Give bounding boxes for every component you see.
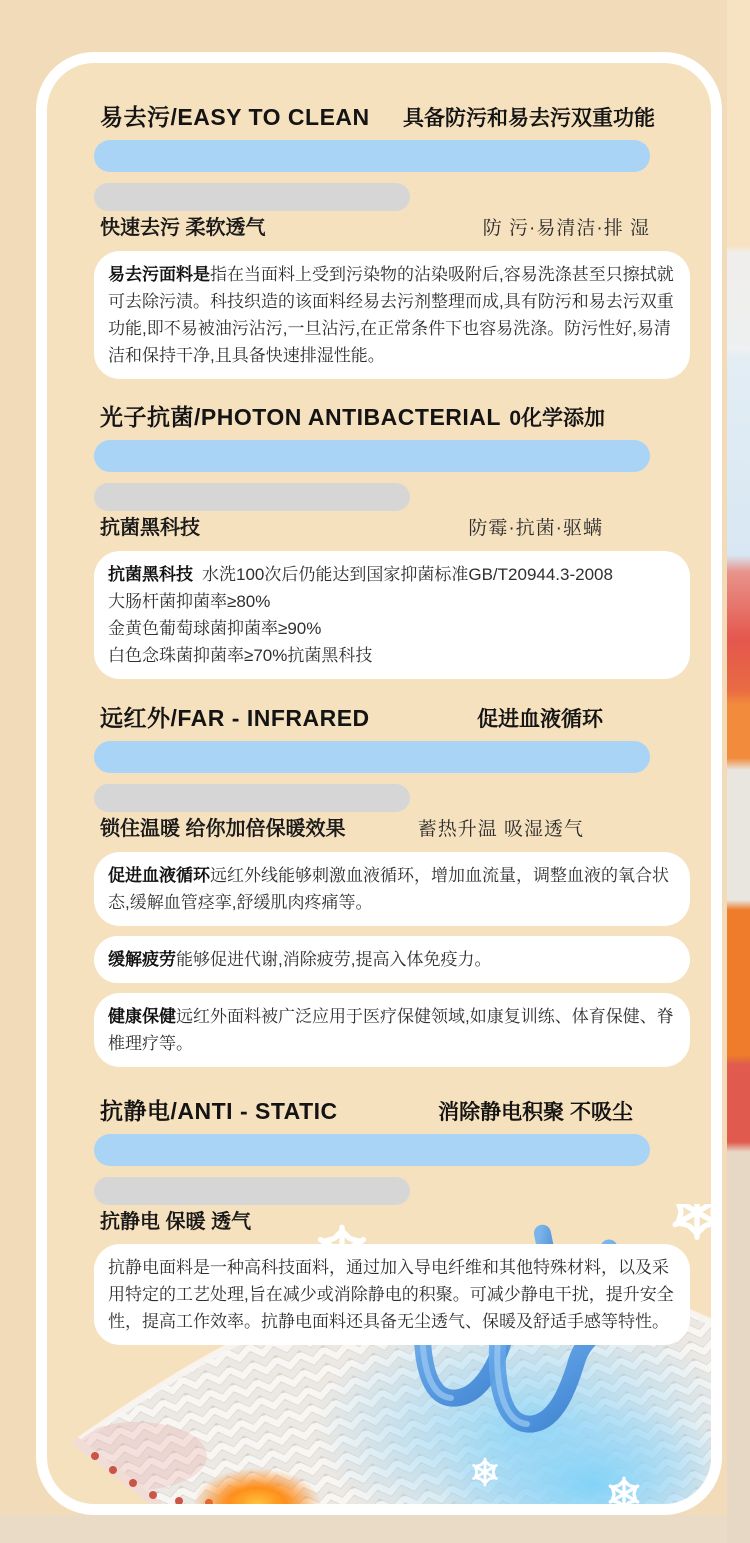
section-antibacterial — [94, 404, 691, 679]
info-card — [94, 993, 690, 1067]
card-body: 远红外面料被广泛应用于医疗保健领域,如康复训练、体育保健、脊椎理疗等。 — [108, 1007, 674, 1053]
section-heading-row — [94, 104, 691, 132]
feature-subtitle: 锁住温暖 给你加倍保暖效果 — [100, 818, 346, 840]
decor-bar-blue — [94, 741, 650, 773]
feature-subtitle: 抗菌黑科技 — [100, 517, 200, 539]
section-far-infrared — [94, 705, 691, 1067]
decor-bar-gray — [94, 1177, 410, 1205]
decor-bar-gray — [94, 183, 410, 211]
card-lead: 缓解疲劳 — [108, 950, 176, 969]
card-body: 抗静电面料是一种高科技面料，通过加入导电纤维和其他特殊材料，以及采用特定的工艺处理,旨在减少或消除静电的积聚。可减少静电干扰，提升安全性，提高工作效率。抗静电面料还具备无尘透气、保暖及舒适手感等特性。 — [108, 1258, 674, 1331]
decor-bar-blue — [94, 440, 650, 472]
section-heading-row — [94, 705, 691, 733]
feature-card-content — [47, 63, 711, 1345]
section-title: 光子抗菌/PHOTON ANTIBACTERIAL — [100, 404, 501, 430]
card-text — [108, 1254, 676, 1335]
card-body: 能够促进代谢,消除疲劳,提高入体免疫力。 — [176, 950, 492, 969]
card-text — [108, 561, 676, 669]
card-lead: 抗菌黑科技 — [108, 565, 193, 584]
feature-tags: 防 污·易清洁·排 湿 — [482, 218, 650, 239]
section-easy-clean — [94, 104, 691, 379]
card-lead: 健康保健 — [108, 1007, 176, 1026]
feature-tags: 蓄热升温 吸湿透气 — [417, 819, 584, 840]
info-card — [94, 852, 690, 926]
card-line: 金黄色葡萄球菌抑菌率≥90% — [108, 619, 322, 638]
section-benefit: 具备防污和易去污双重功能 — [403, 107, 655, 130]
card-line: 白色念珠菌抑菌率≥70%抗菌黑科技 — [108, 646, 373, 665]
feature-subtitle: 抗静电 保暖 透气 — [100, 1211, 252, 1233]
card-lead: 促进血液循环 — [108, 866, 210, 885]
section-heading-row — [94, 404, 691, 432]
section-benefit: 0化学添加 — [509, 407, 605, 430]
feature-card — [36, 52, 722, 1515]
card-text — [108, 1003, 676, 1057]
card-line — [108, 561, 676, 588]
card-body: 远红外线能够刺激血液循环，增加血流量，调整血液的氧合状态,缓解血管痉挛,舒缓肌肉疼痛等。 — [108, 866, 669, 912]
section-benefit: 消除静电积聚 不吸尘 — [438, 1101, 633, 1124]
card-body: 水洗100次后仍能达到国家抑菌标准GB/T20944.3-2008 — [202, 565, 613, 584]
decor-bar-blue — [94, 140, 650, 172]
section-title: 易去污/EASY TO CLEAN — [100, 104, 370, 130]
card-body: 指在当面料上受到污染物的沾染吸附后,容易洗涤甚至只擦拭就可去除污渍。科技织造的该面料经易去污剂整理而成,具有防污和易去污双重功能,即不易被油污沾污,一旦沾污,在正常条件下也容易洗涤。防污性好,易清洁和保持干净,且具备快速排湿性能。 — [108, 265, 674, 365]
feature-subtitle-row — [94, 1210, 691, 1234]
feature-subtitle: 快速去污 柔软透气 — [100, 217, 266, 239]
card-lead: 易去污面料是 — [108, 265, 210, 284]
info-card — [94, 551, 690, 679]
card-line: 大肠杆菌抑菌率≥80% — [108, 592, 271, 611]
feature-tags: 防霉·抗菌·驱螨 — [468, 518, 603, 539]
next-section-edge — [0, 1515, 750, 1543]
section-benefit: 促进血液循环 — [477, 708, 603, 731]
section-anti-static — [94, 1098, 691, 1345]
info-card — [94, 936, 690, 983]
card-text — [108, 261, 676, 369]
feature-subtitle-row — [94, 516, 691, 541]
info-card — [94, 251, 690, 379]
feature-subtitle-row — [94, 817, 691, 842]
decor-bar-blue — [94, 1134, 650, 1166]
section-title: 抗静电/ANTI - STATIC — [100, 1098, 338, 1124]
feature-subtitle-row — [94, 216, 691, 241]
info-card — [94, 1244, 690, 1345]
decor-bar-gray — [94, 784, 410, 812]
section-title: 远红外/FAR - INFRARED — [100, 705, 370, 731]
adjacent-image-strip — [727, 0, 750, 1543]
card-text — [108, 862, 676, 916]
decor-bar-gray — [94, 483, 410, 511]
section-heading-row — [94, 1098, 691, 1126]
card-text — [108, 946, 676, 973]
